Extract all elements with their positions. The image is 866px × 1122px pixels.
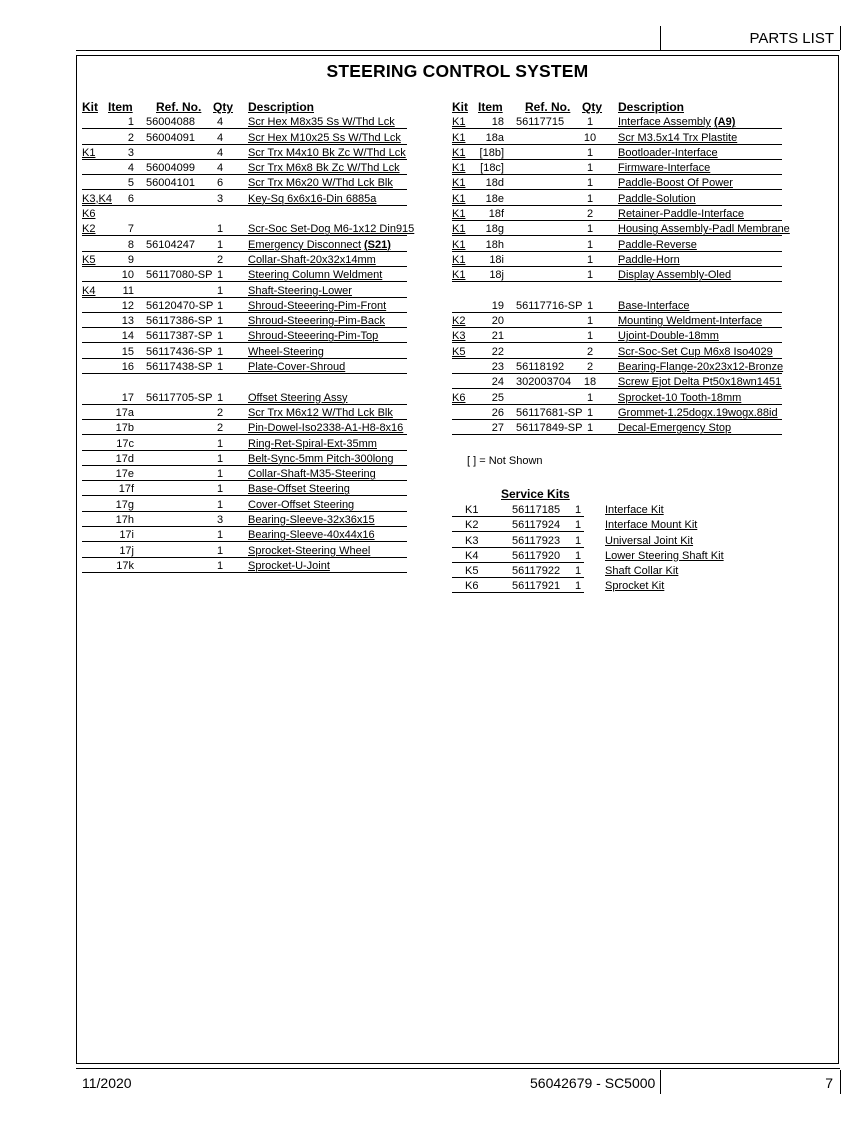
item-cell: 16: [121, 361, 134, 374]
item-cell: [18c]: [480, 162, 504, 175]
description-cell: Mounting Weldment-Interface: [618, 315, 763, 328]
table-row: [82, 146, 412, 161]
kit-cell: K2: [452, 315, 466, 328]
qty-cell: 1: [575, 504, 582, 516]
table-row: [452, 360, 792, 375]
description-cell: Grommet-1.25dogx.19wogx.88id: [618, 406, 778, 419]
ref-cell: 56120470-SP: [146, 299, 214, 312]
right-parts-table: [452, 100, 792, 437]
kit-cell: K1: [452, 162, 466, 175]
table-row: [452, 192, 792, 207]
table-row: [82, 329, 412, 344]
item-cell: 6: [127, 192, 134, 205]
kit-cell: K1: [452, 131, 466, 144]
description-cell: Key-Sq 6x6x16-Din 6885a: [248, 192, 377, 205]
qty-cell: 1: [575, 565, 582, 578]
description-cell: Scr Trx M6x8 Bk Zc W/Thd Lck: [248, 162, 400, 175]
qty-cell: 1: [586, 315, 594, 328]
description-cell: Scr-Soc-Set Cup M6x8 Iso4029: [618, 345, 773, 358]
item-cell: 8: [127, 238, 134, 251]
description-cell: Bearing-Flange-20x23x12-Bronze: [618, 361, 784, 374]
footer-date: 11/2020: [82, 1075, 132, 1091]
table-row: [452, 391, 792, 406]
ref-cell: 56117923: [512, 534, 561, 547]
kit-cell: K3,K4: [82, 192, 112, 205]
description-cell: Shroud-Steeering-Pim-Back: [248, 315, 385, 328]
table-row: [82, 544, 412, 559]
service-kit-row: [452, 579, 752, 594]
table-row: [82, 176, 412, 191]
kit-cell: K4: [465, 549, 479, 562]
qty-cell: 1: [216, 269, 224, 282]
table-row: [82, 528, 412, 543]
table-row: [452, 345, 792, 360]
qty-cell: 2: [216, 406, 224, 419]
qty-cell: 1: [586, 391, 594, 404]
qty-cell: 1: [216, 559, 224, 572]
kit-cell: K1: [452, 238, 466, 251]
table-row: [452, 115, 792, 130]
description-cell: Housing Assembly-Padl Membrane: [618, 223, 790, 236]
col-kit: Kit: [452, 100, 468, 114]
table-row: [82, 421, 412, 436]
qty-cell: 1: [216, 391, 224, 404]
item-cell: 27: [491, 422, 504, 435]
col-item: Item: [478, 100, 503, 114]
table-row: [452, 284, 792, 299]
description-cell: Scr Hex M10x25 Ss W/Thd Lck: [248, 131, 401, 144]
description-cell: Retainer-Paddle-Interface: [618, 208, 744, 221]
table-row: [82, 406, 412, 421]
kit-cell: K1: [452, 208, 466, 221]
description-cell: Bearing-Sleeve-40x44x16: [248, 529, 375, 542]
item-cell: 13: [121, 315, 134, 328]
qty-cell: 1: [216, 284, 224, 297]
description-cell: Paddle-Reverse: [618, 238, 697, 251]
qty-cell: 6: [216, 177, 224, 190]
description-cell: Scr Trx M6x20 W/Thd Lck Blk: [248, 177, 393, 190]
description-cell: Bootloader-Interface: [618, 146, 718, 159]
qty-cell: 1: [586, 406, 594, 419]
item-cell: 21: [491, 330, 504, 343]
description-cell: Scr M3.5x14 Trx Plastite: [618, 131, 738, 144]
table-row: [82, 238, 412, 253]
item-cell: 18j: [489, 269, 504, 282]
item-cell: [18b]: [479, 146, 504, 159]
footer-doc-number: 56042679 - SC5000: [530, 1075, 656, 1091]
qty-cell: 4: [216, 146, 224, 159]
item-cell: 17d: [115, 452, 134, 465]
table-row: [82, 559, 412, 574]
qty-cell: 1: [216, 544, 224, 557]
table-row: [452, 253, 792, 268]
qty-cell: 1: [216, 452, 224, 465]
description-cell: Screw Ejot Delta Pt50x18wn1451: [618, 376, 782, 389]
item-cell: 20: [491, 315, 504, 328]
footer-divider: [660, 1070, 661, 1094]
item-cell: 7: [127, 223, 134, 236]
ref-cell: 56117438-SP: [146, 361, 213, 374]
table-row: [82, 391, 412, 406]
table-row: [82, 345, 412, 360]
description-cell: Shroud-Steeering-Pim-Front: [248, 299, 387, 312]
service-kit-row: [452, 518, 752, 533]
section-label: PARTS LIST: [749, 30, 834, 47]
qty-cell: 2: [216, 253, 224, 266]
qty-cell: 3: [216, 514, 224, 527]
service-kit-row: [452, 564, 752, 579]
table-row: [82, 314, 412, 329]
ref-cell: 56117185: [512, 504, 561, 516]
table-row: [452, 146, 792, 161]
item-cell: 3: [127, 146, 134, 159]
kit-cell: K5: [465, 565, 479, 578]
qty-cell: 1: [575, 549, 582, 562]
col-item: Item: [108, 100, 133, 114]
ref-cell: 56104247: [146, 238, 195, 251]
ref-cell: 56118192: [516, 361, 565, 374]
table-row: [82, 284, 412, 299]
callout-code: (A9): [714, 116, 736, 129]
table-row: [82, 498, 412, 513]
ref-cell: 56117705-SP: [146, 391, 213, 404]
description-cell: Emergency Disconnect: [248, 238, 362, 251]
qty-cell: 1: [586, 299, 594, 312]
table-row: [82, 192, 412, 207]
kit-cell: K6: [82, 208, 96, 221]
table-row: [82, 467, 412, 482]
item-cell: 18a: [485, 131, 504, 144]
header-right-border: [840, 26, 841, 50]
qty-cell: 1: [216, 299, 224, 312]
ref-cell: 56117386-SP: [146, 315, 213, 328]
kit-cell: K5: [452, 345, 466, 358]
table-row: [452, 299, 792, 314]
qty-cell: 4: [216, 116, 224, 129]
item-cell: 15: [121, 345, 134, 358]
table-row: [452, 421, 792, 436]
table-row: [452, 176, 792, 191]
table-row: [452, 268, 792, 283]
qty-cell: 1: [586, 146, 594, 159]
footer-rule: [76, 1068, 840, 1069]
description-cell: Plate-Cover-Shroud: [248, 361, 346, 374]
item-cell: 5: [127, 177, 134, 190]
service-kit-row: [452, 549, 752, 564]
ref-cell: 56004088: [146, 116, 195, 129]
kit-cell: K1: [452, 116, 466, 129]
service-kits-table: [452, 503, 752, 595]
table-row: [82, 452, 412, 467]
kit-cell: K6: [465, 580, 479, 593]
item-cell: 18d: [485, 177, 504, 190]
description-cell: Wheel-Steering: [248, 345, 324, 358]
kit-cell: K1: [82, 146, 96, 159]
col-ref: Ref. No.: [156, 100, 202, 114]
ref-cell: 56117921: [512, 580, 561, 593]
ref-cell: 56117920: [512, 549, 561, 562]
table-row: [82, 299, 412, 314]
table-row: [452, 329, 792, 344]
item-cell: 17: [121, 391, 134, 404]
description-cell: Paddle-Boost Of Power: [618, 177, 733, 190]
table-row: [82, 268, 412, 283]
qty-cell: 1: [575, 519, 582, 532]
table-row: [82, 131, 412, 146]
col-ref: Ref. No.: [525, 100, 571, 114]
description-cell: Paddle-Horn: [618, 253, 680, 266]
table-row: [82, 513, 412, 528]
description-cell: Universal Joint Kit: [605, 534, 694, 547]
description-cell: Lower Steering Shaft Kit: [605, 549, 724, 562]
qty-cell: 1: [216, 238, 224, 251]
table-row: [82, 482, 412, 497]
description-cell: Steering Column Weldment: [248, 269, 383, 282]
qty-cell: 1: [586, 330, 594, 343]
item-cell: 17a: [115, 406, 134, 419]
item-cell: 24: [491, 376, 504, 389]
kit-cell: K5: [82, 253, 96, 266]
description-cell: Offset Steering Assy: [248, 391, 348, 404]
description-cell: Interface Kit: [605, 504, 664, 516]
service-kit-row: [452, 534, 752, 549]
description-cell: Collar-Shaft-20x32x14mm: [248, 253, 376, 266]
item-cell: 10: [121, 269, 134, 282]
ref-cell: 56117715: [516, 116, 565, 129]
page-number: 7: [825, 1075, 833, 1091]
ref-cell: 56117436-SP: [146, 345, 213, 358]
table-row: [452, 161, 792, 176]
table-row: [452, 406, 792, 421]
qty-cell: 1: [586, 192, 594, 205]
qty-cell: 2: [586, 208, 594, 221]
qty-cell: 1: [216, 529, 224, 542]
table-header: [452, 100, 792, 115]
item-cell: 17b: [115, 422, 134, 435]
description-cell: Ujoint-Double-18mm: [618, 330, 719, 343]
qty-cell: 1: [575, 534, 582, 547]
description-cell: Interface Mount Kit: [605, 519, 698, 532]
qty-cell: 1: [586, 269, 594, 282]
description-cell: Bearing-Sleeve-32x36x15: [248, 514, 375, 527]
left-parts-table: [82, 100, 415, 574]
qty-cell: 1: [216, 345, 224, 358]
page-title: STEERING CONTROL SYSTEM: [326, 61, 589, 81]
kit-cell: K3: [452, 330, 466, 343]
description-cell: Collar-Shaft-M35-Steering: [248, 468, 376, 481]
item-cell: 4: [127, 162, 134, 175]
ref-cell: 56004091: [146, 131, 195, 144]
item-cell: 23: [491, 361, 504, 374]
qty-cell: 1: [216, 361, 224, 374]
description-cell: Base-Interface: [618, 299, 690, 312]
description-cell: Scr Hex M8x35 Ss W/Thd Lck: [248, 116, 395, 129]
qty-cell: 4: [216, 131, 224, 144]
description-cell: Shaft-Steering-Lower: [248, 284, 352, 297]
qty-cell: 10: [583, 131, 597, 144]
kit-cell: K1: [452, 192, 466, 205]
ref-cell: 56117922: [512, 565, 561, 578]
description-cell: Sprocket-10 Tooth-18mm: [618, 391, 742, 404]
ref-cell: 56004099: [146, 162, 195, 175]
kit-cell: K1: [452, 146, 466, 159]
item-cell: 17j: [119, 544, 134, 557]
item-cell: 17g: [115, 498, 134, 511]
item-cell: 12: [121, 299, 134, 312]
kit-cell: K1: [452, 177, 466, 190]
table-row: [82, 375, 412, 390]
col-desc: Description: [248, 100, 315, 114]
ref-cell: 302003704: [516, 376, 572, 389]
table-row: [82, 115, 412, 130]
not-shown-note: [ ] = Not Shown: [467, 455, 543, 467]
table-row: [82, 207, 412, 222]
kit-cell: K2: [465, 519, 479, 532]
col-kit: Kit: [82, 100, 98, 114]
qty-cell: 1: [216, 223, 224, 236]
kit-cell: K1: [452, 223, 466, 236]
table-row: [452, 131, 792, 146]
col-qty: Qty: [582, 100, 603, 114]
qty-cell: 1: [216, 330, 224, 343]
qty-cell: 1: [586, 162, 594, 175]
qty-cell: 1: [586, 238, 594, 251]
item-cell: 11: [122, 284, 134, 297]
ref-cell: 56117681-SP: [516, 406, 583, 419]
kit-cell: K1: [465, 504, 479, 516]
item-cell: 9: [127, 253, 134, 266]
description-cell: Shaft Collar Kit: [605, 565, 679, 578]
table-row: [452, 375, 792, 390]
description-cell: Interface Assembly: [618, 116, 711, 129]
item-cell: 25: [491, 391, 504, 404]
item-cell: 22: [491, 345, 504, 358]
item-cell: 2: [127, 131, 134, 144]
ref-cell: 56117080-SP: [146, 269, 213, 282]
item-cell: 26: [491, 406, 504, 419]
description-cell: Firmware-Interface: [618, 162, 711, 175]
item-cell: 18e: [485, 192, 504, 205]
table-row: [82, 222, 415, 237]
item-cell: 18: [491, 116, 504, 129]
qty-cell: 2: [586, 345, 594, 358]
description-cell: Scr Trx M6x12 W/Thd Lck Blk: [248, 406, 393, 419]
table-row: [452, 314, 792, 329]
qty-cell: 1: [216, 315, 224, 328]
qty-cell: 1: [216, 437, 224, 450]
kit-cell: K1: [452, 269, 466, 282]
qty-cell: 1: [586, 177, 594, 190]
table-row: [452, 238, 792, 253]
service-kit-row: [452, 503, 752, 518]
item-cell: 19: [491, 299, 504, 312]
table-row: [452, 222, 792, 237]
description-cell: Display Assembly-Oled: [618, 269, 732, 282]
table-row: [82, 161, 412, 176]
item-cell: 14: [121, 330, 134, 343]
qty-cell: 4: [216, 162, 224, 175]
header-rule: [76, 50, 840, 51]
description-cell: Decal-Emergency Stop: [618, 422, 732, 435]
item-cell: 17k: [116, 559, 134, 572]
service-kits-title: Service Kits: [501, 487, 570, 501]
table-header: [82, 100, 412, 115]
kit-cell: K1: [452, 253, 466, 266]
ref-cell: 56004101: [146, 177, 195, 190]
ref-cell: 56117387-SP: [146, 330, 213, 343]
item-cell: 18f: [488, 208, 504, 221]
description-cell: Base-Offset Steering: [248, 483, 350, 496]
qty-cell: 2: [216, 422, 224, 435]
qty-cell: 18: [583, 376, 597, 389]
callout-code: (S21): [364, 238, 391, 251]
description-cell: Shroud-Steeering-Pim-Top: [248, 330, 379, 343]
description-cell: Pin-Dowel-Iso2338-A1-H8-8x16: [248, 422, 404, 435]
footer-right-border: [840, 1070, 841, 1094]
qty-cell: 1: [586, 422, 594, 435]
description-cell: Belt-Sync-5mm Pitch-300long: [248, 452, 394, 465]
description-cell: Cover-Offset Steering: [248, 498, 355, 511]
qty-cell: 3: [216, 192, 224, 205]
table-row: [82, 437, 412, 452]
qty-cell: 1: [586, 116, 594, 129]
qty-cell: 1: [216, 483, 224, 496]
description-cell: Ring-Ret-Spiral-Ext-35mm: [248, 437, 377, 450]
description-cell: Sprocket Kit: [605, 580, 665, 593]
qty-cell: 1: [586, 223, 594, 236]
qty-cell: 1: [586, 253, 594, 266]
qty-cell: 1: [216, 498, 224, 511]
description-cell: Sprocket-U-Joint: [248, 559, 330, 572]
header-divider: [660, 26, 661, 50]
item-cell: 18i: [489, 253, 504, 266]
item-cell: 17f: [118, 483, 134, 496]
item-cell: 17c: [116, 437, 134, 450]
description-cell: Paddle-Solution: [618, 192, 696, 205]
qty-cell: 2: [586, 361, 594, 374]
description-cell: Scr-Soc Set-Dog M6-1x12 Din915: [248, 223, 415, 236]
item-cell: 17h: [115, 514, 134, 527]
kit-cell: K4: [82, 284, 96, 297]
item-cell: 1: [127, 116, 134, 129]
description-cell: Scr Trx M4x10 Bk Zc W/Thd Lck: [248, 146, 406, 159]
item-cell: 18h: [485, 238, 504, 251]
col-qty: Qty: [213, 100, 234, 114]
table-row: [82, 360, 412, 375]
ref-cell: 56117924: [512, 519, 561, 532]
ref-cell: 56117716-SP: [516, 299, 583, 312]
table-row: [82, 253, 412, 268]
kit-cell: K6: [452, 391, 466, 404]
item-cell: 17e: [115, 468, 134, 481]
item-cell: 17i: [119, 529, 134, 542]
kit-cell: K3: [465, 534, 479, 547]
table-row: [452, 207, 792, 222]
kit-cell: K2: [82, 223, 96, 236]
item-cell: 18g: [485, 223, 504, 236]
col-desc: Description: [618, 100, 685, 114]
description-cell: Sprocket-Steering Wheel: [248, 544, 371, 557]
ref-cell: 56117849-SP: [516, 422, 583, 435]
qty-cell: 1: [575, 580, 582, 593]
qty-cell: 1: [216, 468, 224, 481]
